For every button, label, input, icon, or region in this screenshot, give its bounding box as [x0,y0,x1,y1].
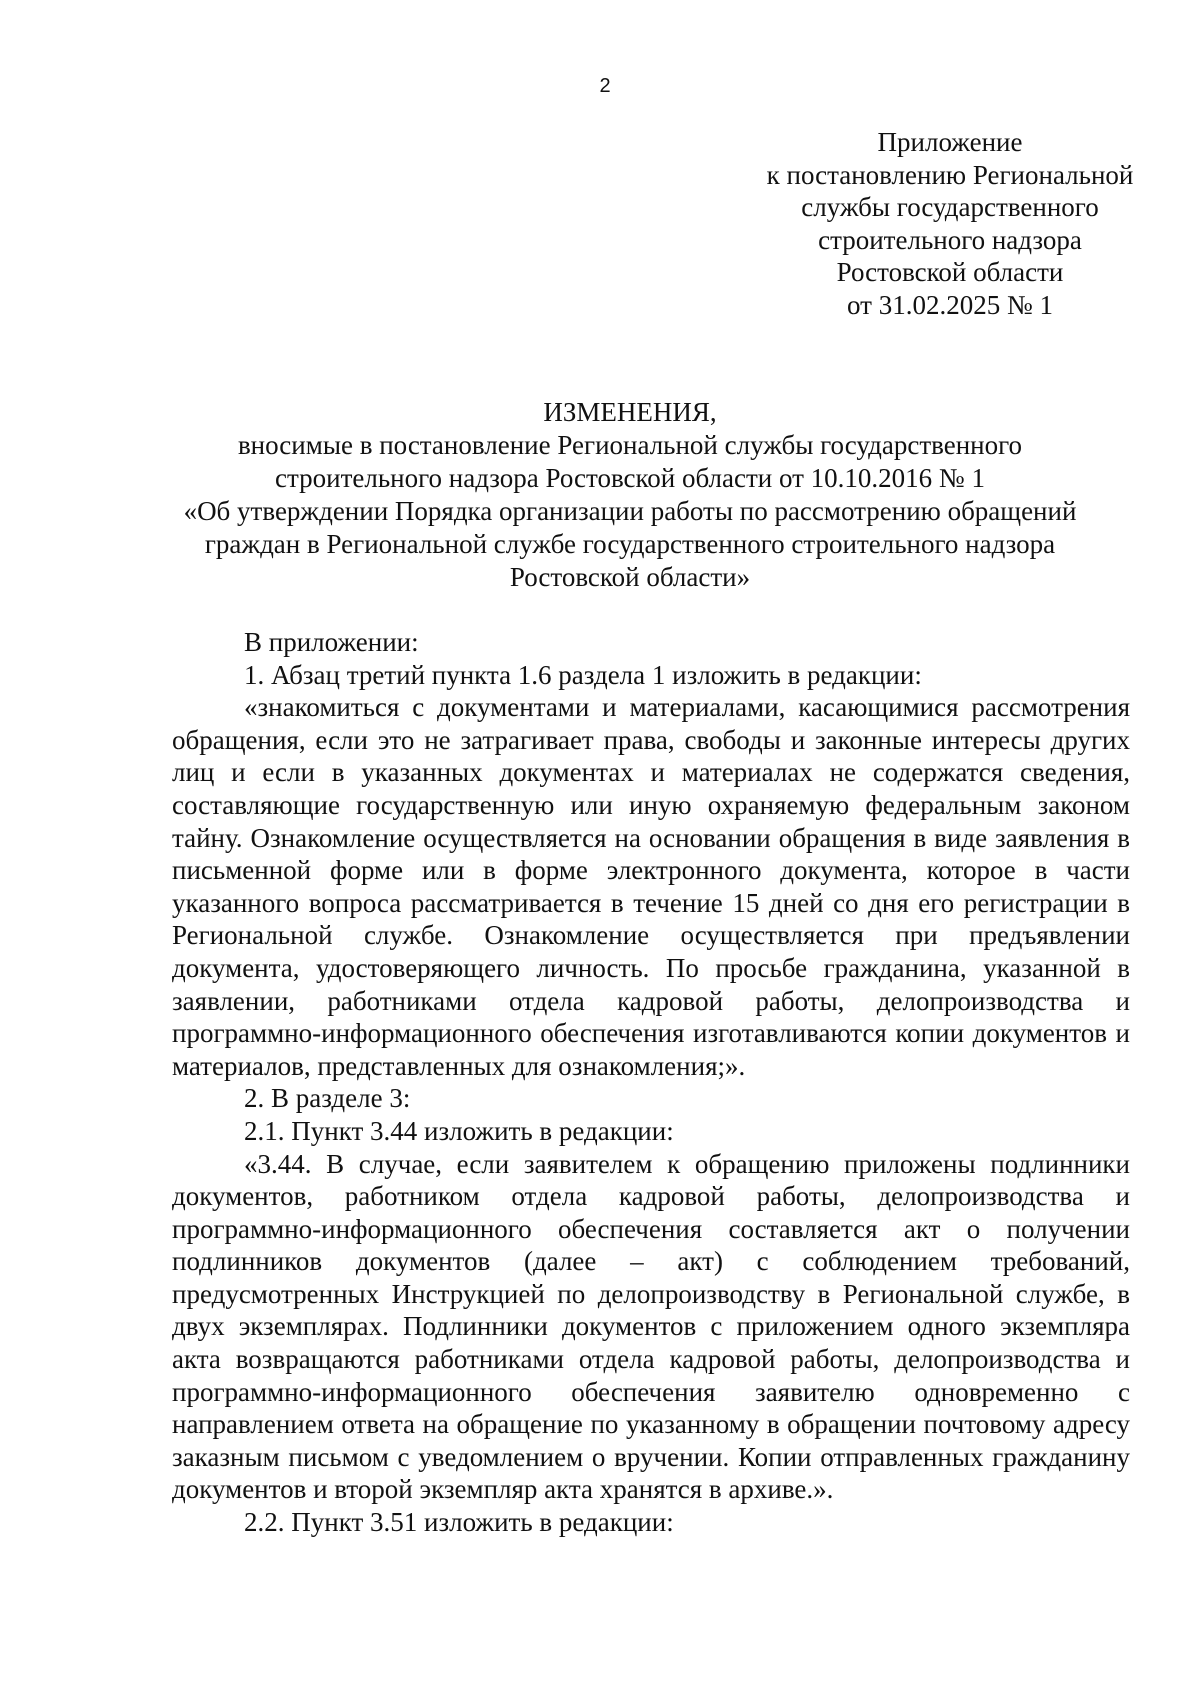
document-body [172,626,1130,1539]
heading-line: граждан в Региональной службе государственного строительного надзора [204,529,1056,559]
document-heading [150,396,1110,594]
heading-line: Ростовской области» [509,562,751,592]
appendix-date-number: от 31.02.2025 № 1 [847,289,1053,320]
appendix-line: строительного надзора [818,224,1082,255]
appendix-line: службы государственного [801,192,1099,222]
body-paragraph: «3.44. В случае, если заявителем к обращению приложены подлинники документов, работником отдела кадровой работы, делопроизводства и программно-информационного обеспечения составляется акт о получении подлинников документов (далее – акт) с соблюдением требований, предусмотренных Инструкцией по делопроизводству в Региональной службе, в двух экземплярах. Подлинники документов с приложением одного экземпляра акта возвращаются работниками отдела кадровой работы, делопроизводства и программно-информационного обеспечения заявителю одновременно с направлением ответа на обращение по указанному в обращении почтовому адресу заказным письмом с уведомлением о вручении. Копии отправленных гражданину документов и второй экземпляр акта хранятся в архиве.». [172,1148,1130,1505]
appendix-block [740,126,1160,321]
page-number: 2 [599,75,611,97]
appendix-line: к постановлению Региональной [766,159,1134,190]
body-paragraph: В приложении: [244,627,419,657]
appendix-line: Приложение [877,127,1023,157]
body-paragraph: «знакомиться с документами и материалами, касающимися рассмотрения обращения, если это не затрагивает права, свободы и законные интересы других лиц и если в указанных документах и материалах не содержатся сведения, составляющие государственную или иную охраняемую федеральным законом тайну. Ознакомление осуществляется на основании обращения в виде заявления в письменной форме или в форме электронного документа, которое в части указанного вопроса рассматривается в течение 15 дней со дня его регистрации в Региональной службе. Ознакомление осуществляется при предъявлении документа, удостоверяющего личность. По просьбе гражданина, указанной в заявлении, работниками отдела кадровой работы, делопроизводства и программно-информационного обеспечения изготавливаются копии документов и материалов, представленных для ознакомления;». [172,692,1130,1081]
body-paragraph: 2.2. Пункт 3.51 изложить в редакции: [244,1507,674,1538]
heading-line: вносимые в постановление Региональной службы государственного [237,430,1023,460]
appendix-line: Ростовской области [836,257,1064,287]
document-title: ИЗМЕНЕНИЯ, [543,397,717,427]
heading-line: «Об утверждении Порядка организации работы по рассмотрению обращений [183,496,1077,526]
body-paragraph: 1. Абзац третий пункта 1.6 раздела 1 изложить в редакции: [244,659,922,690]
heading-line: строительного надзора Ростовской области от 10.10.2016 № 1 [275,463,985,493]
body-paragraph: 2. В разделе 3: [244,1083,411,1114]
body-paragraph: 2.1. Пункт 3.44 изложить в редакции: [244,1115,674,1146]
